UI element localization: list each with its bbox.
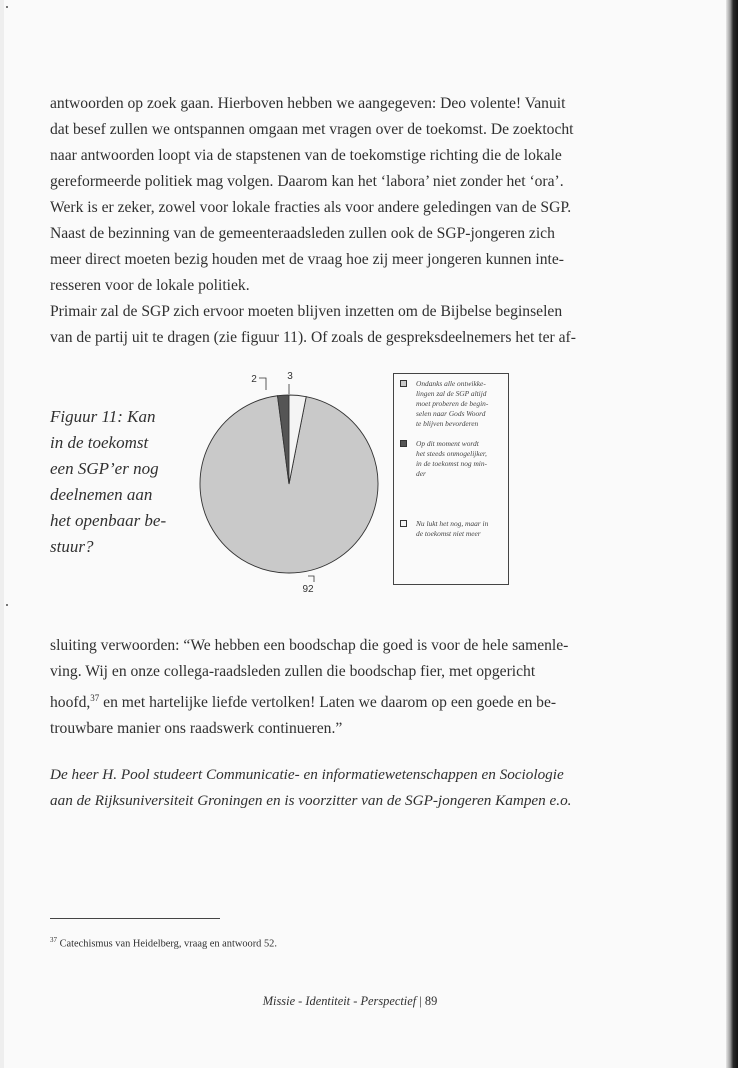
caption-line: in de toekomst: [50, 433, 149, 452]
legend-swatch: [400, 520, 407, 527]
bio-line: De heer H. Pool studeert Communicatie- en informatiewetenschappen en Sociologie: [50, 766, 564, 783]
footnote-number: 37: [50, 936, 57, 944]
scan-speck: [6, 604, 8, 606]
chart-legend: [393, 373, 509, 585]
legend-line: selen naar Gods Woord: [416, 409, 486, 418]
legend-item: [400, 379, 502, 429]
legend-item: [400, 519, 502, 539]
footer-separator: |: [416, 994, 425, 1008]
legend-line: te blijven bevorderen: [416, 419, 479, 428]
caption-line: deelnemen aan: [50, 485, 153, 504]
caption-line: Figuur 11: Kan: [50, 407, 156, 426]
scan-right-edge: [726, 0, 738, 1068]
legend-item: [400, 439, 502, 479]
text-line: antwoorden op zoek gaan. Hierboven hebben we aangegeven: Deo volente! Vanuit: [50, 95, 566, 112]
text-fragment: hoofd,: [50, 694, 91, 712]
text-line: sluiting verwoorden: “We hebben een boodschap die goed is voor de hele samenle-: [50, 637, 569, 654]
scan-speck: [6, 6, 8, 8]
text-line: Werk is er zeker, zowel voor lokale fracties als voor andere geledingen van de SGP.: [50, 199, 572, 216]
pie-chart: [190, 362, 400, 602]
text-line: gereformeerde politiek mag volgen. Daarom kan het ‘labora’ niet zonder het ‘ora’.: [50, 173, 564, 190]
text-line: naar antwoorden loopt via de stapstenen van de toekomstige richting die de lokale: [50, 147, 562, 164]
footnote-text: Catechismus van Heidelberg, vraag en antwoord 52.: [57, 938, 277, 950]
legend-line: moet proberen de begin-: [416, 399, 489, 408]
legend-swatch: [400, 440, 407, 447]
pie-value-label: 2: [251, 374, 257, 385]
caption-line: het openbaar be-: [50, 511, 167, 530]
pie-label-leader: [259, 378, 266, 390]
figure-caption: [50, 404, 190, 560]
pie-slices: [200, 395, 378, 573]
body-paragraph-intro: [50, 91, 650, 351]
text-fragment: en met hartelijke liefde vertolken! Laten we daarom op een goede en be-: [99, 694, 557, 712]
legend-line: het steeds onmogelijker,: [416, 449, 487, 458]
text-line: Primair zal de SGP zich ervoor moeten blijven inzetten om de Bijbelse beginselen: [50, 303, 563, 320]
legend-line: Op dit moment wordt: [416, 439, 479, 448]
text-line: dat besef zullen we ontspannen omgaan met vragen over de toekomst. De zoektocht: [50, 121, 574, 138]
caption-line: stuur?: [50, 537, 94, 556]
pie-value-label: 92: [302, 584, 314, 595]
bio-line: aan de Rijksuniversiteit Groningen en is voorzitter van de SGP-jongeren Kampen e.o.: [50, 792, 572, 809]
legend-line: lingen zal de SGP altijd: [416, 389, 487, 398]
scan-left-edge: [0, 0, 4, 1068]
pie-label-leader: [308, 576, 314, 582]
text-line: meer direct moeten bezig houden met de vraag hoe zij meer jongeren kunnen inte-: [50, 251, 564, 268]
author-bio: [50, 762, 670, 814]
text-line: Naast de bezinning van de gemeenteraadsleden zullen ook de SGP-jongeren zich: [50, 225, 555, 242]
footnote-rule: [50, 918, 220, 919]
legend-line: in de toekomst nog min-: [416, 459, 488, 468]
text-line: resseren voor de lokale politiek.: [50, 277, 250, 294]
page-number: 89: [424, 994, 438, 1008]
text-line: van de partij uit te dragen (zie figuur 11). Of zoals de gespreksdeelnemers het ter af-: [50, 329, 576, 346]
caption-line: een SGP’er nog: [50, 459, 159, 478]
legend-line: Ondanks alle ontwikke-: [416, 379, 486, 388]
body-paragraph-closing: [50, 633, 650, 742]
text-line: trouwbare manier ons raadswerk continueren.”: [50, 720, 343, 738]
text-line: [50, 685, 650, 716]
page-footer: [0, 993, 700, 1009]
running-title: Missie - Identiteit - Perspectief: [262, 994, 417, 1008]
legend-line: de toekomst niet meer: [416, 529, 481, 538]
legend-line: Nu lukt het nog, maar in: [416, 519, 489, 528]
legend-swatch: [400, 380, 407, 387]
footnote: [50, 933, 277, 951]
legend-line: der: [416, 469, 426, 478]
footnote-reference: 37: [90, 693, 100, 703]
pie-value-label: 3: [287, 371, 293, 382]
text-line: ving. Wij en onze collega-raadsleden zullen die boodschap fier, met opgericht: [50, 663, 536, 680]
